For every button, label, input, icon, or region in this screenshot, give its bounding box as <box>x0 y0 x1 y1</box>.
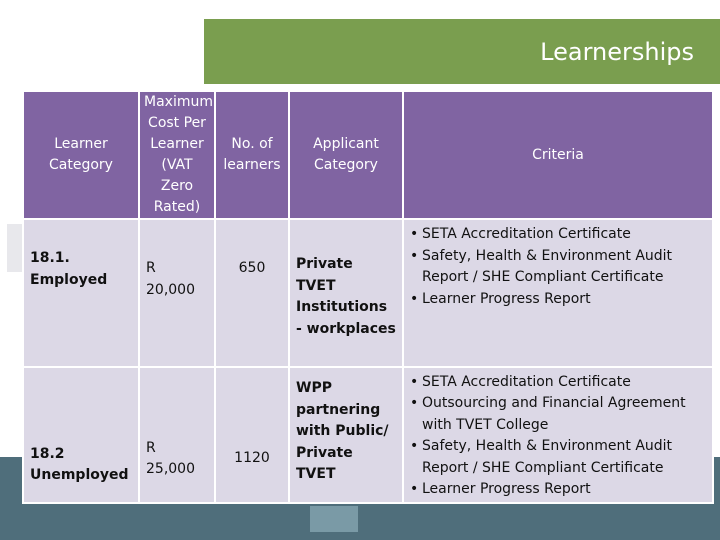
criteria-item: • Safety, Health & Environment Audit Report / SHE Compliant Certificate <box>410 436 706 479</box>
bottom-tab-decoration <box>310 506 358 532</box>
max-cost-cell: R 20,000 <box>140 220 214 366</box>
criteria-item: • Learner Progress Report <box>410 289 706 311</box>
no-of-learners-cell: 1120 <box>216 368 288 502</box>
criteria-list <box>410 372 706 501</box>
header-learner-category: Learner Category <box>24 92 138 218</box>
criteria-item: • SETA Accreditation Certificate <box>410 372 706 394</box>
title-bar <box>204 19 720 84</box>
header-criteria: Criteria <box>404 92 712 218</box>
max-cost-cell: R 25,000 <box>140 368 214 502</box>
table-row <box>24 220 712 366</box>
header-row <box>24 92 712 218</box>
criteria-cell <box>404 368 712 502</box>
no-of-learners-cell: 650 <box>216 220 288 366</box>
learnerships-table <box>22 90 714 504</box>
applicant-category-cell: WPP partnering with Public/ Private TVET <box>290 368 402 502</box>
criteria-cell <box>404 220 712 366</box>
criteria-list <box>410 224 706 310</box>
table-row <box>24 368 712 502</box>
applicant-category-cell: Private TVET Institutions - workplaces <box>290 220 402 366</box>
header-applicant-category: Applicant Category <box>290 92 402 218</box>
page-title: Learnerships <box>540 37 694 66</box>
criteria-item: • Safety, Health & Environment Audit Report / SHE Compliant Certificate <box>410 246 706 289</box>
learner-category-cell: 18.2 Unemployed <box>24 368 138 502</box>
criteria-item: • Learner Progress Report <box>410 479 706 501</box>
header-max-cost: Maximum Cost Per Learner (VAT Zero Rated) <box>140 92 214 218</box>
header-no-of-learners: No. of learners <box>216 92 288 218</box>
criteria-item: • Outsourcing and Financial Agreement with TVET College <box>410 393 706 436</box>
criteria-item: • SETA Accreditation Certificate <box>410 224 706 246</box>
learner-category-cell: 18.1. Employed <box>24 220 138 366</box>
